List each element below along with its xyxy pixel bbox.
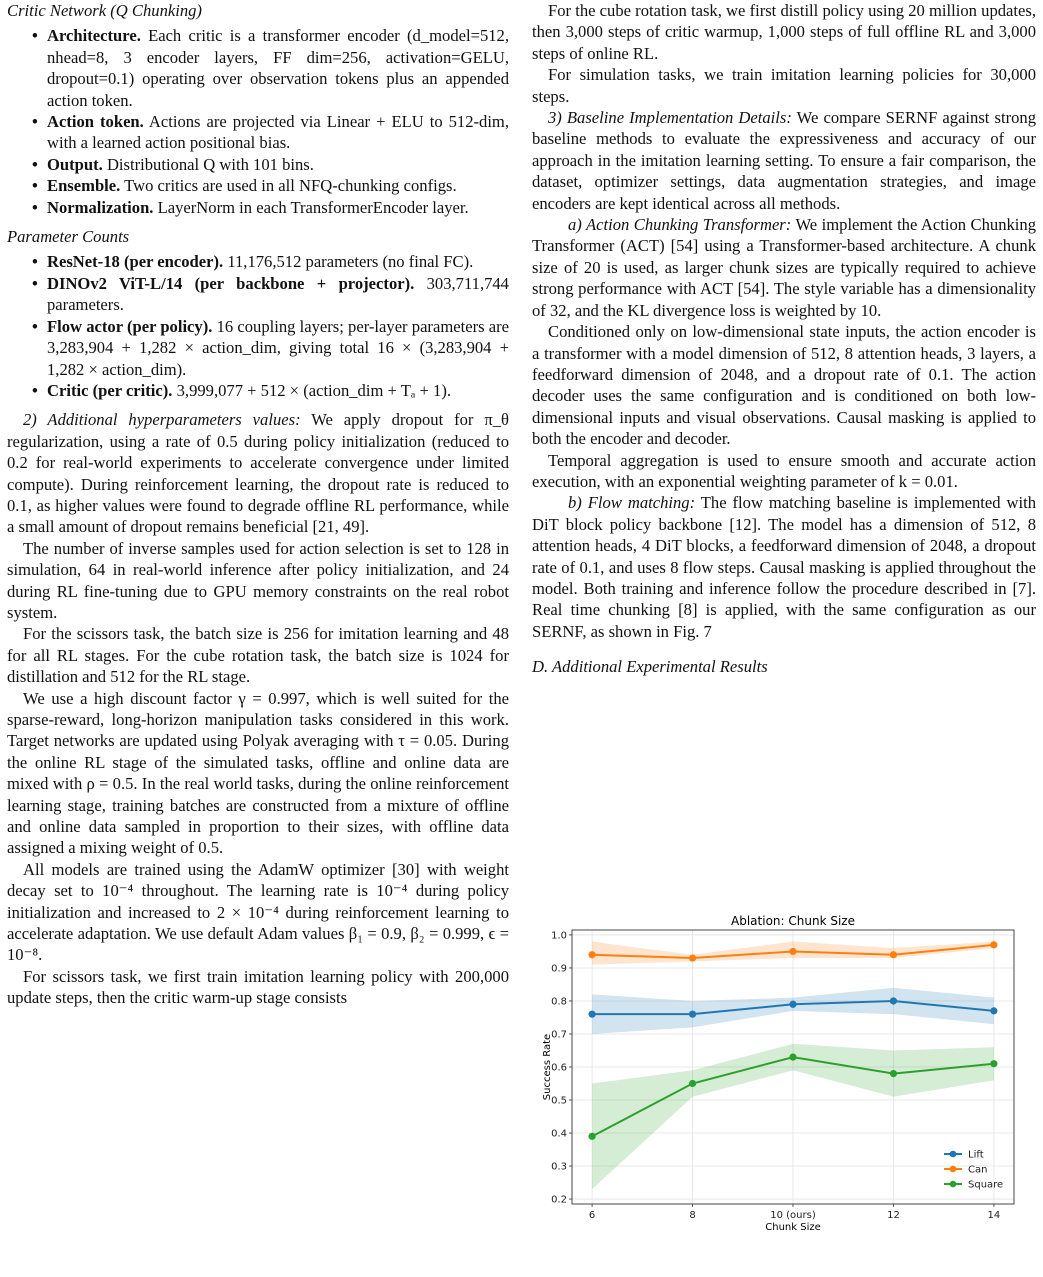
data-point-square <box>588 1133 595 1140</box>
y-tick-label: 0.2 <box>551 1194 567 1206</box>
discount-paragraph: We use a high discount factor γ = 0.997, which is well suited for the sparse-reward, long-horizon manipulation tasks considered in this work. Target networks are updated using Polyak averaging with τ = 0.05. During the online RL stage of the simulated tasks, offline and online data are mixed with ρ = 0.5. In the real world tasks, during the online reinforcement learning stage, training batches are constructed from a mixture of offline and online data sampled in proportion to their sizes, with offline data assigned a mixing weight of 0.5. <box>7 688 509 858</box>
data-point-lift <box>588 1011 595 1018</box>
legend <box>944 1150 1003 1191</box>
paragraph-title: 2) Additional hyperparameters values: <box>23 410 301 430</box>
y-tick-label: 1.0 <box>551 930 567 942</box>
data-point-can <box>689 954 696 961</box>
data-point-can <box>588 951 595 958</box>
item-label: Output. <box>47 154 103 174</box>
hyperparameters-paragraph <box>7 409 509 537</box>
item-text: Each critic is a transformer encoder (d_model=512, nhead=8, 3 encoder layers, FF dim=256, activation=GELU, dropout=0.1) operating over observation tokens plus an appended action token. <box>47 26 509 110</box>
item-label: Critic (per critic). <box>47 380 173 400</box>
chunk-size-ablation-chart <box>540 910 1030 1240</box>
inverse-samples-paragraph: The number of inverse samples used for action selection is set to 128 in simulation, 64 in real-world inference after policy initialization, and 24 during RL fine-tuning due to GPU memory constraints on the real robot system. <box>7 538 509 622</box>
list-item <box>7 273 509 316</box>
list-item <box>7 111 509 154</box>
critic-list <box>7 25 509 218</box>
y-tick-label: 0.3 <box>551 1161 567 1173</box>
parameter-counts-heading: Parameter Counts <box>7 227 130 247</box>
item-label: Architecture. <box>47 26 141 46</box>
data-point-square <box>890 1070 897 1077</box>
x-tick-label: 10 (ours) <box>770 1210 816 1221</box>
batch-size-paragraph: For the scissors task, the batch size is 256 for imitation learning and 48 for all RL stages. For the cube rotation task, the batch size is 1024 for distillation and 512 for the RL stage. <box>7 624 509 687</box>
list-item <box>7 175 509 196</box>
paragraph-title: 3) Baseline Implementation Details: <box>548 108 792 128</box>
legend-swatch-marker <box>950 1166 957 1173</box>
data-point-square <box>789 1053 796 1060</box>
list-item <box>7 197 509 218</box>
data-point-square <box>990 1060 997 1067</box>
legend-label: Square <box>968 1179 1004 1191</box>
data-point-lift <box>689 1011 696 1018</box>
data-point-square <box>689 1080 696 1087</box>
y-tick-label: 0.8 <box>551 996 567 1008</box>
paragraph-text: We implement the Action Chunking Transformer (ACT) [54] using a Transformer-based architecture. A chunk size of 20 is used, as larger chunk sizes are typically required to achieve strong performance with ACT [54]. The style variable has a dimensionality of 32, and the KL divergence loss is weighted by 10. <box>532 215 1036 320</box>
y-tick-label: 0.9 <box>551 963 567 975</box>
item-text: LayerNorm in each TransformerEncoder layer. <box>153 197 469 217</box>
item-label: Normalization. <box>47 197 154 217</box>
item-label: Flow actor (per policy). <box>47 316 213 336</box>
data-point-can <box>890 951 897 958</box>
cube-rotation-paragraph: For the cube rotation task, we first distill policy using 20 million updates, then 3,000 steps of critic warmup, 1,000 steps of full offline RL and 3,000 steps of online RL. <box>532 1 1036 63</box>
data-point-can <box>789 948 796 955</box>
x-tick-label: 14 <box>987 1210 1001 1221</box>
list-item <box>7 25 509 111</box>
x-tick-label: 6 <box>588 1210 596 1221</box>
y-axis-label: Success Rate <box>542 1033 553 1101</box>
y-tick-label: 0.6 <box>551 1062 567 1074</box>
section-heading: D. Additional Experimental Results <box>532 657 768 677</box>
legend-label: Lift <box>968 1149 984 1161</box>
item-text: Distributional Q with 101 bins. <box>102 154 314 174</box>
item-label: ResNet-18 (per encoder). <box>47 252 224 272</box>
scissors-paragraph: For scissors task, we first train imitation learning policy with 200,000 update steps, then the critic warm-up stage consists <box>7 966 509 1008</box>
paragraph-title: b) Flow matching: <box>568 493 696 513</box>
baseline-paragraph <box>532 107 1036 214</box>
temporal-paragraph: Temporal aggregation is used to ensure smooth and accurate action execution, with an exponential weighting parameter of k = 0.01. <box>532 450 1036 491</box>
item-text: 16 coupling layers; per-layer parameters are 3,283,904 + 1,282 × action_dim, giving total 16 × (3,283,904 + 1,282 × action_dim). <box>47 316 509 379</box>
y-tick-label: 0.4 <box>551 1128 567 1140</box>
y-tick-label: 0.5 <box>551 1095 567 1107</box>
data-point-can <box>990 941 997 948</box>
paragraph-text: The flow matching baseline is implemented with DiT block policy backbone [12]. The model has a dimension of 512, 8 attention heads, 4 DiT blocks, a feedforward dimension of 2048, a dropout rate of 0.1, and uses 8 flow steps. Causal masking is applied throughout the model. Both training and inference follow the procedure described in [7]. Real time chunking [8] is applied, with the same configuration as our SERNF, as shown in Fig. 7 <box>532 493 1036 641</box>
list-item <box>7 154 509 175</box>
legend-swatch-marker <box>950 1151 957 1158</box>
right-column <box>532 0 1036 678</box>
paragraph-text: We compare SERNF against strong baseline methods to evaluate the expressiveness and accuracy of our approach in the imitation learning setting. To ensure a fair comparison, the dataset, optimizer settings, data augmentation strategies, and image encoders are kept identical across all methods. <box>532 108 1036 213</box>
data-point-lift <box>789 1001 796 1008</box>
item-label: Ensemble. <box>47 176 121 196</box>
simulation-paragraph: For simulation tasks, we train imitation learning policies for 30,000 steps. <box>532 65 1036 106</box>
item-text: Two critics are used in all NFQ-chunking configs. <box>120 176 457 196</box>
data-point-lift <box>990 1007 997 1014</box>
x-axis-label: Chunk Size <box>765 1222 821 1233</box>
act-paragraph <box>532 214 1036 321</box>
x-tick-label: 12 <box>887 1210 900 1221</box>
optimizer-paragraph: All models are trained using the AdamW optimizer [30] with weight decay set to 10⁻⁴ throughout. The learning rate is 10⁻⁴ during policy initialization and increased to 2 × 10⁻⁴ during reinforcement learning to accelerate adaptation. We use default Adam values β₁ = 0.9, β₂ = 0.999, ϵ = 10⁻⁸. <box>7 859 509 965</box>
item-text: 3,999,077 + 512 × (action_dim + Tₐ + 1). <box>172 380 452 400</box>
y-tick-label: 0.7 <box>551 1029 567 1041</box>
critic-network-heading: Critic Network (Q Chunking) <box>7 1 202 20</box>
item-text: 303,711,744 parameters. <box>47 273 509 315</box>
item-text: Actions are projected via Linear + ELU to 512-dim, with a learned action positional bias. <box>47 112 509 153</box>
parameter-list <box>7 251 509 401</box>
chart-title: Ablation: Chunk Size <box>731 914 855 928</box>
paragraph-title: a) Action Chunking Transformer: <box>568 215 792 235</box>
left-column <box>7 0 509 1009</box>
flow-matching-paragraph <box>532 492 1036 642</box>
list-item <box>7 316 509 380</box>
paragraph-text: We apply dropout for π_θ regularization, using a rate of 0.5 during policy initialization (reduced to 0.2 for real-world experiments to accelerate convergence under limited compute). During reinforcement learning, the dropout rate is reduced to 0.1, as higher values were found to degrade offline RL performance, while a small amount of dropout remains beneficial [21, 49]. <box>7 410 509 537</box>
item-text: 11,176,512 parameters (no final FC). <box>223 252 474 272</box>
item-label: DINOv2 ViT-L/14 (per backbone + projector). <box>47 273 415 293</box>
conditioning-paragraph: Conditioned only on low-dimensional state inputs, the action encoder is a transformer with a model dimension of 512, 8 attention heads, 3 layers, a feedforward dimension of 2048, and a dropout rate of 0.1. The action decoder uses the same configuration and is conditioned on both low-dimensional inputs and visual observations. Causal masking is applied to both the encoder and decoder. <box>532 322 1036 449</box>
list-item <box>7 380 509 401</box>
list-item <box>7 251 509 272</box>
data-point-lift <box>890 997 897 1004</box>
x-tick-label: 8 <box>689 1210 696 1221</box>
legend-label: Can <box>968 1164 988 1176</box>
item-label: Action token. <box>47 112 144 132</box>
legend-swatch-marker <box>950 1181 957 1188</box>
